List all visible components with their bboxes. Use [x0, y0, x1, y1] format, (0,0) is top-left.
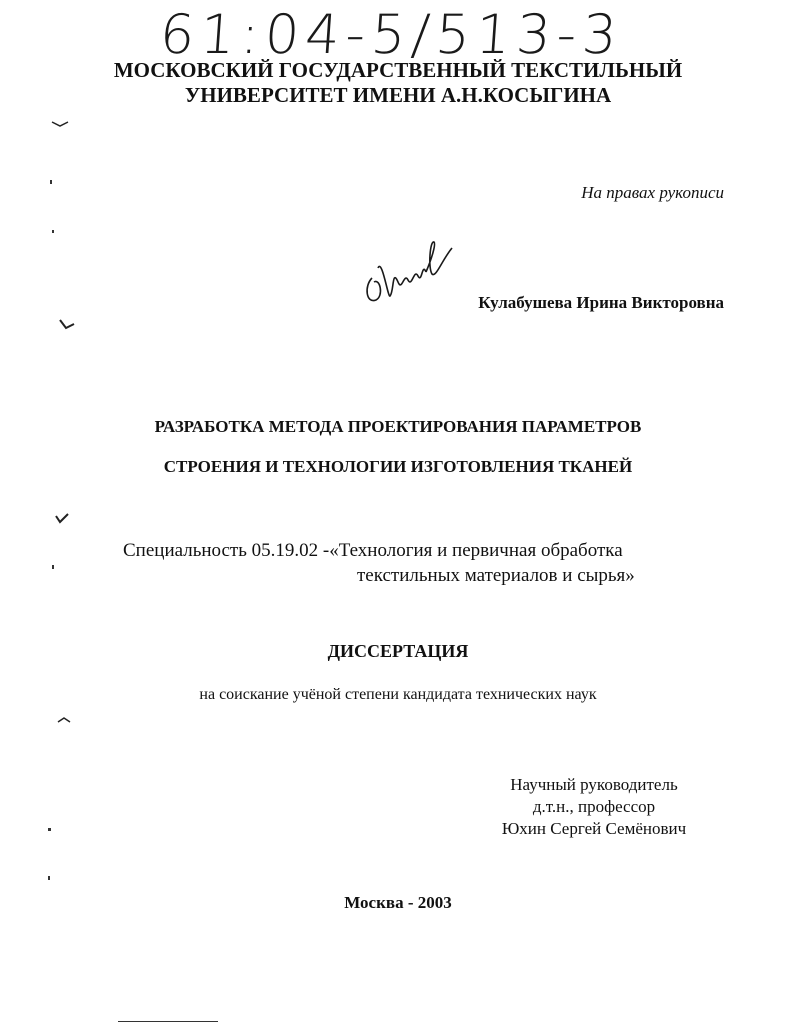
scan-bottom-line	[118, 1021, 218, 1022]
scan-dot	[52, 565, 54, 569]
institution-line-2: УНИВЕРСИТЕТ ИМЕНИ А.Н.КОСЫГИНА	[184, 83, 612, 107]
scan-mark-icon	[58, 318, 78, 332]
scan-mark-icon	[52, 512, 72, 526]
scan-dot	[52, 230, 54, 233]
supervisor-role: Научный руководитель	[510, 775, 678, 794]
institution-line-1: МОСКОВСКИЙ ГОСУДАРСТВЕННЫЙ ТЕКСТИЛЬНЫЙ	[113, 58, 683, 82]
specialty-line-1: Специальность 05.19.02 -«Технология и первичная обработка	[123, 540, 623, 561]
author-name: Кулабушева Ирина Викторовна	[478, 293, 724, 312]
supervisor-name: Юхин Сергей Семёнович	[501, 819, 687, 838]
institution-heading	[0, 58, 796, 108]
specialty-line-2: текстильных материалов и сырья»	[357, 565, 635, 586]
scan-mark-icon	[56, 714, 72, 726]
thesis-title-line-1: РАЗРАБОТКА МЕТОДА ПРОЕКТИРОВАНИЯ ПАРАМЕТРОВ	[154, 417, 642, 436]
thesis-title-line-2: СТРОЕНИЯ И ТЕХНОЛОГИИ ИЗГОТОВЛЕНИЯ ТКАНЕЙ	[163, 457, 633, 476]
rights-note: На правах рукописи	[581, 183, 724, 202]
scan-dot	[48, 828, 51, 831]
scan-mark-icon	[50, 118, 70, 130]
degree-statement: на соискание учёной степени кандидата технических наук	[199, 686, 597, 703]
document-type: ДИССЕРТАЦИЯ	[327, 641, 469, 661]
city-year: Москва - 2003	[344, 893, 452, 912]
author-signature	[362, 238, 458, 310]
supervisor-block	[464, 774, 724, 840]
scan-dot	[48, 876, 50, 880]
supervisor-rank: д.т.н., профессор	[532, 797, 656, 816]
scan-dot	[50, 180, 52, 184]
handwritten-catalogue-number: 61:04-5/513-3	[157, 3, 625, 66]
